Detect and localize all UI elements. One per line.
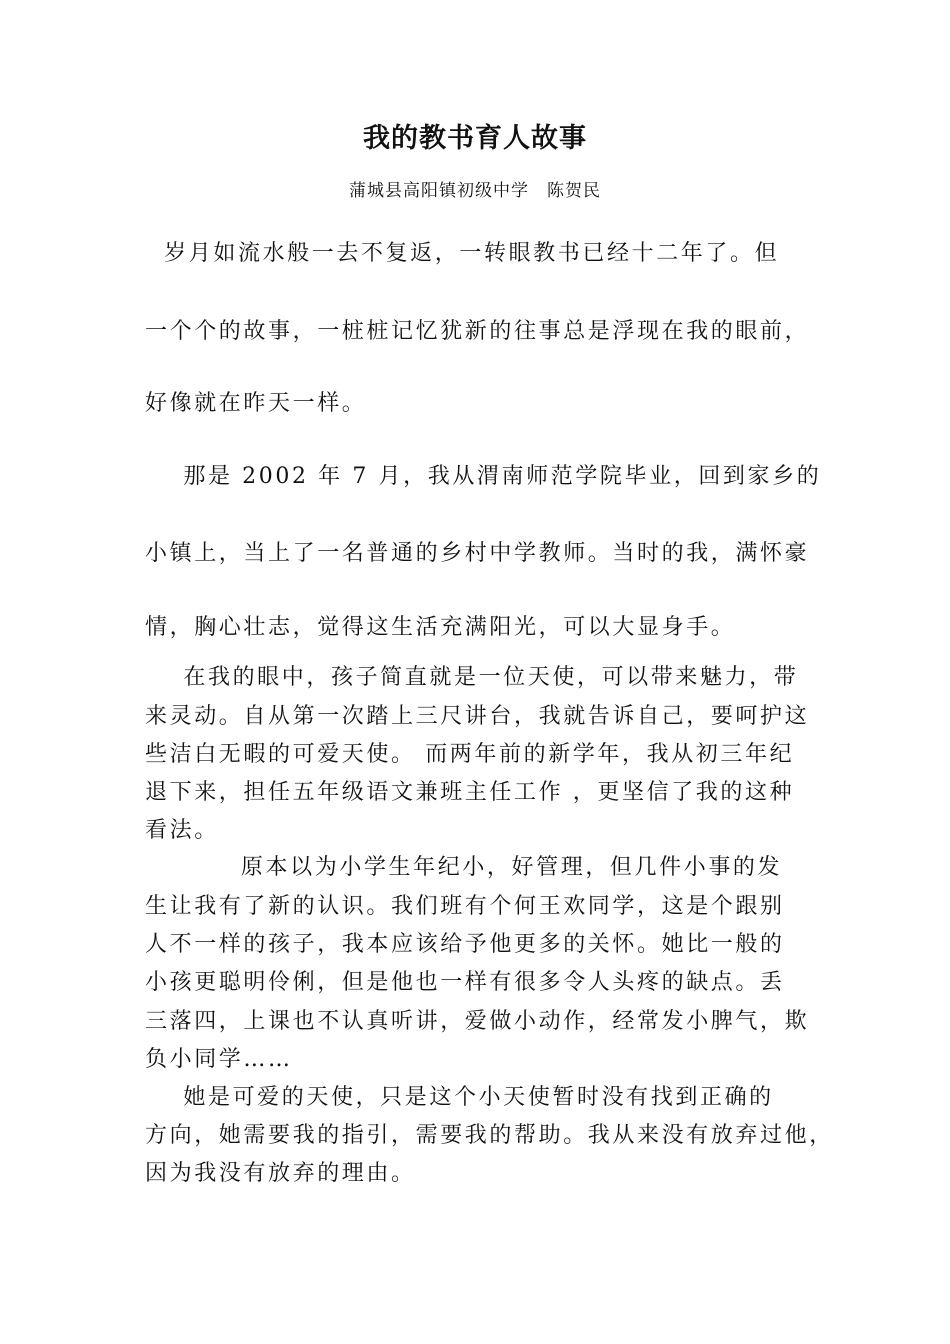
text-line: 那是 2002 年 7 月，我从渭南师范学院毕业，回到家乡的 — [145, 464, 822, 489]
text-line: 原本以为小学生年纪小，好管理，但几件小事的发 — [145, 855, 783, 880]
text-line: 方向，她需要我的指引，需要我的帮助。我从来没有放弃过他， — [145, 1123, 834, 1148]
text-line: 生让我有了新的认识。我们班有个何王欢同学，这是个跟别 — [145, 894, 785, 919]
text-line: 些洁白无暇的可爱天使。 而两年前的新学年，我从初三年纪 — [145, 742, 795, 767]
author-affiliation: 蒲城县高阳镇初级中学 陈贺民 — [349, 181, 601, 201]
text-line: 看法。 — [145, 818, 219, 843]
text-line: 人不一样的孩子，我本应该给予他更多的关怀。她比一般的 — [145, 932, 785, 957]
text-line: 在我的眼中，孩子简直就是一位天使，可以带来魅力，带 — [145, 665, 799, 690]
text-line: 岁月如流水般一去不复返，一转眼教书已经十二年了。但 — [145, 241, 780, 266]
text-line: 一个个的故事，一桩桩记忆犹新的往事总是浮现在我的眼前， — [145, 319, 810, 344]
text-line: 好像就在昨天一样。 — [145, 391, 367, 416]
document-title: 我的教书育人故事 — [363, 123, 587, 154]
text-line: 负小同学…… — [145, 1047, 293, 1072]
text-line: 来灵动。自从第一次踏上三尺讲台，我就告诉自己，要呵护这 — [145, 704, 810, 729]
text-line: 她是可爱的天使，只是这个小天使暂时没有找到正确的 — [145, 1085, 774, 1110]
text-line: 小镇上，当上了一名普通的乡村中学教师。当时的我，满怀豪 — [145, 541, 810, 566]
text-line: 三落四，上课也不认真听讲，爱做小动作，经常发小脾气，欺 — [145, 1009, 810, 1034]
text-line: 因为我没有放弃的理由。 — [145, 1161, 416, 1186]
text-line: 退下来，担任五年级语文兼班主任工作 ，更坚信了我的这种 — [145, 780, 795, 805]
text-line: 小孩更聪明伶俐，但是他也一样有很多令人头疼的缺点。丢 — [145, 970, 785, 995]
text-line: 情，胸心壮志，觉得这生活充满阳光，可以大显身手。 — [145, 615, 736, 640]
